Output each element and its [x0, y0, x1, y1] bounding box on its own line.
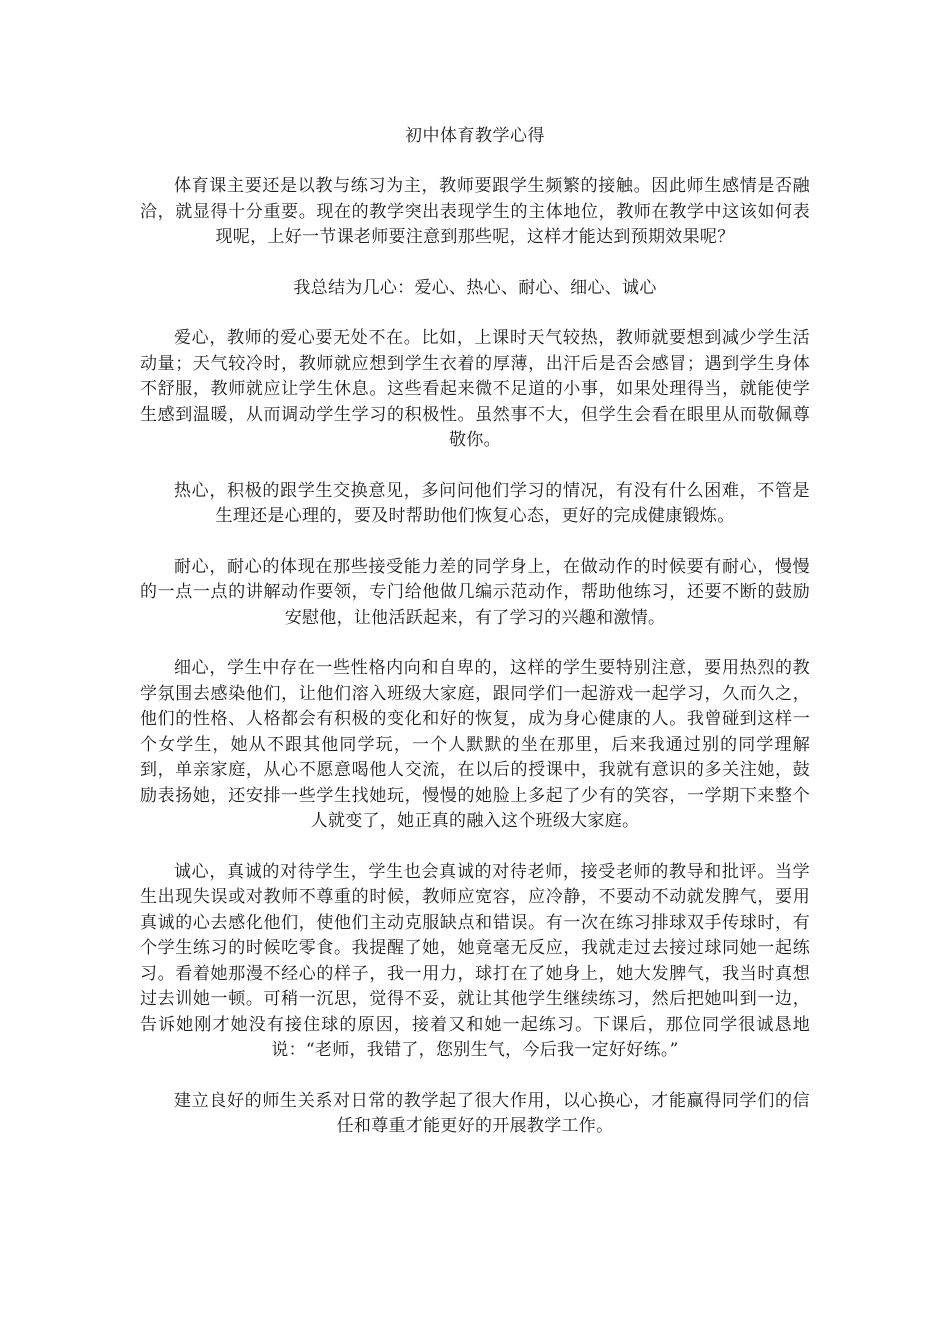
intro-paragraph: 体育课主要还是以教与练习为主，教师要跟学生频繁的接触。因此师生感情是否融洽，就显得十分重要。现在的教学突出表现学生的主体地位，教师在教学中这该如何表现呢，上好一节课老师要注意到那些呢，这样才能达到预期效果呢？ [140, 176, 810, 247]
patience-paragraph: 耐心，耐心的体现在那些接受能力差的同学身上，在做动作的时候要有耐心，慢慢的一点一点的讲解动作要领，专门给他做几编示范动作，帮助他练习，还要不断的鼓励安慰他，让他活跃起来，有了学习的兴趣和激情。 [140, 556, 810, 628]
sincerity-paragraph: 诚心，真诚的对待学生，学生也会真诚的对待老师，接受老师的教导和批评。当学生出现失误或对教师不尊重的时候，教师应宽容，应冷静，不要动不动就发脾气，要用真诚的心去感化他们，使他们主动克服缺点和错误。有一次在练习排球双手传球时，有个学生练习的时候吃零食。我提醒了她，她竟毫无反应，我就走过去接过球同她一起练习。看着她那漫不经心的样子，我一用力，球打在了她身上，她大发脾气，我当时真想过去训她一顿。可稍一沉思，觉得不妥，就让其他学生继续练习，然后把她叫到一边，告诉她刚才她没有接住球的原因，接着又和她一起练习。下课后，那位同学很诚恳地说：“老师，我错了，您别生气，今后我一定好好练。” [140, 861, 810, 1060]
conclusion-paragraph: 建立良好的师生关系对日常的教学起了很大作用，以心换心，才能赢得同学们的信任和尊重才能更好的开展教学工作。 [174, 1090, 810, 1136]
love-paragraph: 爱心，教师的爱心要无处不在。比如，上课时天气较热，教师就要想到减少学生活动量；天气较冷时，教师就应想到学生衣着的厚薄，出汗后是否会感冒；遇到学生身体不舒服，教师就应让学生休息。这些看起来微不足道的小事，如果处理得当，就能使学生感到温暖，从而调动学生学习的积极性。虽然事不大，但学生会看在眼里从而敬佩尊敬你。 [140, 328, 810, 450]
summary-heading: 我总结为几心：爱心、热心、耐心、细心、诚心 [293, 277, 657, 298]
document-title: 初中体育教学心得 [405, 126, 545, 146]
enthusiasm-paragraph: 热心，积极的跟学生交换意见，多问问他们学习的情况，有没有什么困难，不管是生理还是心理的，要及时帮助他们恢复心态，更好的完成健康锻炼。 [174, 480, 810, 526]
document-body [140, 174, 810, 1165]
carefulness-paragraph: 细心，学生中存在一些性格内向和自卑的，这样的学生要特别注意，要用热烈的教学氛围去感染他们，让他们溶入班级大家庭，跟同学们一起游戏一起学习，久而久之，他们的性格、人格都会有积极的变化和好的恢复，成为身心健康的人。我曾碰到这样一个女学生，她从不跟其他同学玩，一个人默默的坐在那里，后来我通过别的同学理解到，单亲家庭，从心不愿意喝他人交流，在以后的授课中，我就有意识的多关注她，鼓励表扬她，还安排一些学生找她玩，慢慢的她脸上多起了少有的笑容，一学期下来整个人就变了，她正真的融入这个班级大家庭。 [140, 658, 810, 831]
